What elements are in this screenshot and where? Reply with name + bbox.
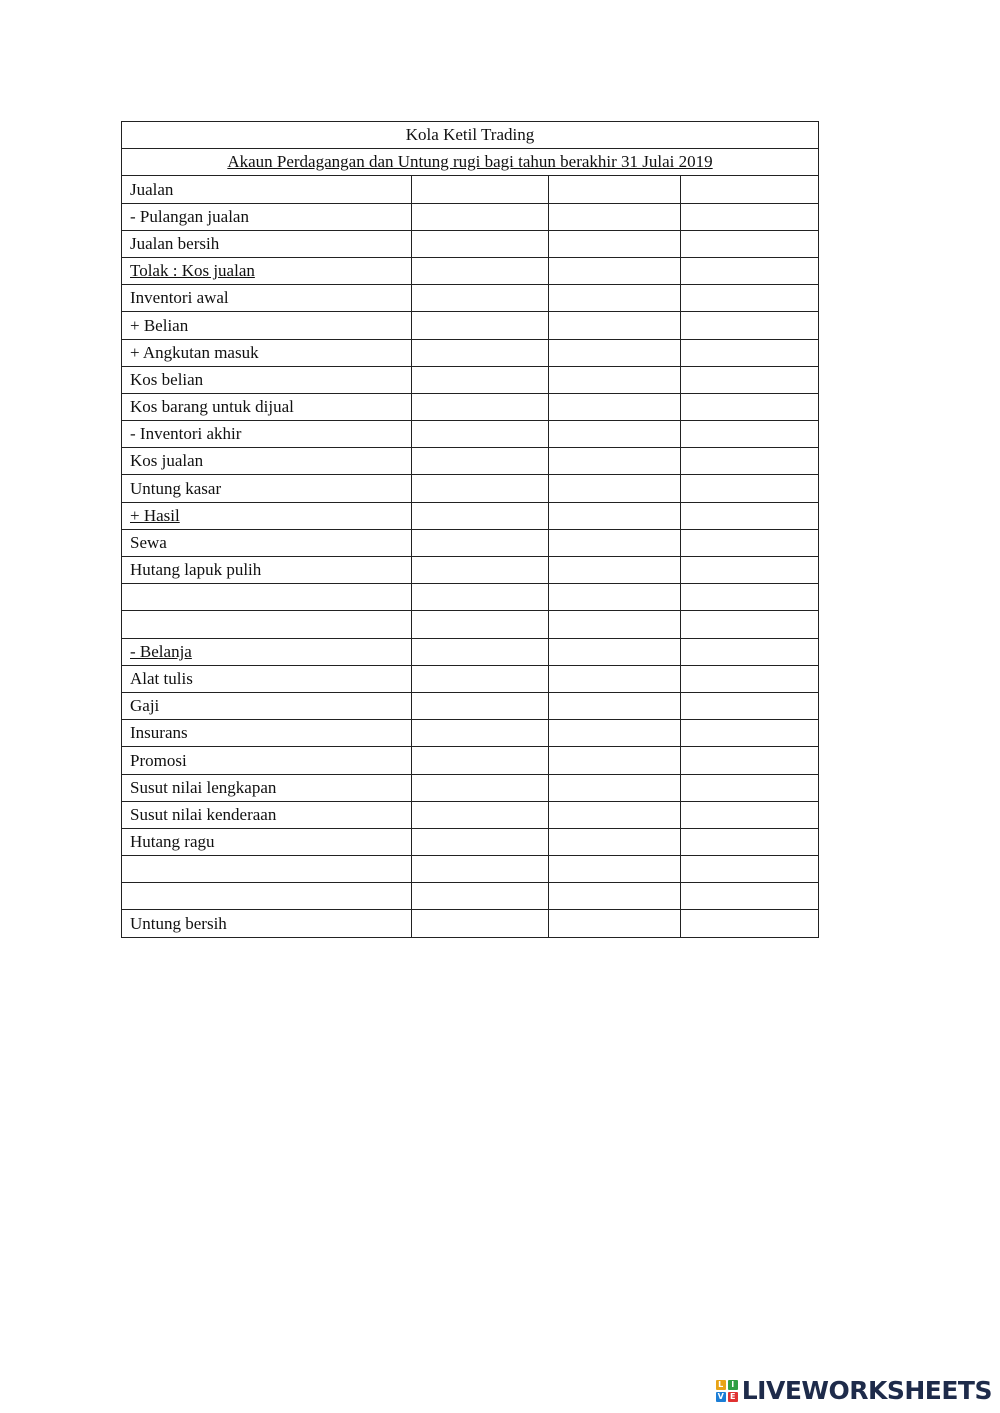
liveworksheets-logo-text: LIVEWORKSHEETS <box>741 1376 992 1405</box>
table-row <box>122 584 819 611</box>
amount-cell-1[interactable] <box>412 828 549 855</box>
amount-cell-1[interactable] <box>412 557 549 584</box>
amount-cell-1[interactable] <box>412 584 549 611</box>
amount-cell-2[interactable] <box>549 529 681 556</box>
table-row <box>122 883 819 910</box>
table-row <box>122 828 819 855</box>
amount-cell-2[interactable] <box>549 475 681 502</box>
amount-cell-2[interactable] <box>549 502 681 529</box>
table-row <box>122 366 819 393</box>
table-row <box>122 421 819 448</box>
amount-cell-2[interactable] <box>549 557 681 584</box>
trading-account-table <box>121 121 819 938</box>
table-row <box>122 285 819 312</box>
table-row <box>122 557 819 584</box>
row-label: - Belanja <box>130 641 192 661</box>
amount-cell-2[interactable] <box>549 393 681 420</box>
logo-tile: L <box>716 1380 726 1390</box>
amount-cell-3[interactable] <box>681 910 819 937</box>
table-row <box>122 638 819 665</box>
amount-cell-1[interactable] <box>412 203 549 230</box>
amount-cell-1[interactable] <box>412 393 549 420</box>
amount-cell-3[interactable] <box>681 339 819 366</box>
amount-cell-3[interactable] <box>681 475 819 502</box>
amount-cell-3[interactable] <box>681 502 819 529</box>
amount-cell-1[interactable] <box>412 747 549 774</box>
row-label: Tolak : Kos jualan <box>130 261 255 281</box>
row-label: - Pulangan jualan <box>122 203 412 230</box>
amount-cell-2[interactable] <box>549 774 681 801</box>
row-label: Kos jualan <box>122 448 412 475</box>
row-label-blank[interactable] <box>122 611 412 638</box>
amount-cell-1[interactable] <box>412 692 549 719</box>
amount-cell-3[interactable] <box>681 230 819 257</box>
amount-cell-3[interactable] <box>681 312 819 339</box>
amount-cell-1[interactable] <box>412 366 549 393</box>
amount-cell-1[interactable] <box>412 638 549 665</box>
logo-tile: I <box>728 1380 738 1390</box>
row-label: Inventori awal <box>122 285 412 312</box>
amount-cell-2[interactable] <box>549 801 681 828</box>
logo-tile: V <box>717 1391 724 1401</box>
amount-cell-1[interactable] <box>412 883 549 910</box>
table-header-title-row <box>122 122 819 149</box>
row-label: Susut nilai lengkapan <box>122 774 412 801</box>
amount-cell-1[interactable] <box>412 176 549 203</box>
amount-cell-1[interactable] <box>412 856 549 883</box>
row-label: Alat tulis <box>122 665 412 692</box>
amount-cell-1[interactable] <box>412 665 549 692</box>
amount-cell-2[interactable] <box>549 339 681 366</box>
row-label: + Angkutan masuk <box>122 339 412 366</box>
amount-cell-1[interactable] <box>412 720 549 747</box>
amount-cell-1[interactable] <box>412 529 549 556</box>
amount-cell-1[interactable] <box>412 801 549 828</box>
logo-tile: E <box>728 1392 738 1402</box>
row-label-blank[interactable] <box>122 856 412 883</box>
account-subtitle: Akaun Perdagangan dan Untung rugi bagi tahun berakhir 31 Julai 2019 <box>227 152 713 172</box>
row-label: + Belian <box>122 312 412 339</box>
table-row <box>122 176 819 203</box>
amount-cell-2[interactable] <box>549 257 681 284</box>
table-row <box>122 611 819 638</box>
table-row <box>122 910 819 937</box>
amount-cell-2[interactable] <box>549 828 681 855</box>
table-row <box>122 747 819 774</box>
business-name: Kola Ketil Trading <box>122 122 819 149</box>
row-label: + Hasil <box>130 505 180 525</box>
row-label: Kos barang untuk dijual <box>122 393 412 420</box>
table-row <box>122 257 819 284</box>
amount-cell-3[interactable] <box>681 720 819 747</box>
row-label: Jualan <box>122 176 412 203</box>
amount-cell-3[interactable] <box>681 774 819 801</box>
amount-cell-1[interactable] <box>412 502 549 529</box>
amount-cell-1[interactable] <box>412 230 549 257</box>
amount-cell-3[interactable] <box>681 665 819 692</box>
amount-cell-1[interactable] <box>412 285 549 312</box>
amount-cell-3[interactable] <box>681 257 819 284</box>
table-row <box>122 529 819 556</box>
row-label-blank[interactable] <box>122 883 412 910</box>
amount-cell-1[interactable] <box>412 910 549 937</box>
liveworksheets-logo <box>716 1376 992 1405</box>
amount-cell-1[interactable] <box>412 257 549 284</box>
amount-cell-1[interactable] <box>412 312 549 339</box>
amount-cell-1[interactable] <box>412 475 549 502</box>
table-row <box>122 692 819 719</box>
table-row <box>122 801 819 828</box>
amount-cell-3[interactable] <box>681 421 819 448</box>
table-row <box>122 665 819 692</box>
table-row <box>122 312 819 339</box>
amount-cell-3[interactable] <box>681 638 819 665</box>
amount-cell-2[interactable] <box>549 176 681 203</box>
amount-cell-2[interactable] <box>549 584 681 611</box>
amount-cell-3[interactable] <box>681 856 819 883</box>
amount-cell-3[interactable] <box>681 203 819 230</box>
row-label: Promosi <box>122 747 412 774</box>
row-label: Hutang lapuk pulih <box>122 557 412 584</box>
amount-cell-3[interactable] <box>681 801 819 828</box>
amount-cell-2[interactable] <box>549 665 681 692</box>
amount-cell-3[interactable] <box>681 747 819 774</box>
row-label: - Inventori akhir <box>122 421 412 448</box>
table-row <box>122 475 819 502</box>
amount-cell-2[interactable] <box>549 230 681 257</box>
row-label: Hutang ragu <box>122 828 412 855</box>
amount-cell-2[interactable] <box>549 448 681 475</box>
amount-cell-1[interactable] <box>412 339 549 366</box>
row-label: Untung bersih <box>122 910 412 937</box>
row-label: Susut nilai kenderaan <box>122 801 412 828</box>
table-header-subtitle-row <box>122 149 819 176</box>
amount-cell-3[interactable] <box>681 393 819 420</box>
row-label: Kos belian <box>122 366 412 393</box>
amount-cell-3[interactable] <box>681 529 819 556</box>
amount-cell-2[interactable] <box>549 720 681 747</box>
amount-cell-3[interactable] <box>681 611 819 638</box>
row-label: Jualan bersih <box>122 230 412 257</box>
amount-cell-2[interactable] <box>549 883 681 910</box>
table-row <box>122 720 819 747</box>
table-row <box>122 774 819 801</box>
amount-cell-3[interactable] <box>681 883 819 910</box>
amount-cell-2[interactable] <box>549 747 681 774</box>
amount-cell-1[interactable] <box>412 774 549 801</box>
amount-cell-2[interactable] <box>549 285 681 312</box>
amount-cell-3[interactable] <box>681 828 819 855</box>
amount-cell-3[interactable] <box>681 448 819 475</box>
amount-cell-3[interactable] <box>681 557 819 584</box>
amount-cell-1[interactable] <box>412 611 549 638</box>
amount-cell-1[interactable] <box>412 448 549 475</box>
amount-cell-3[interactable] <box>681 176 819 203</box>
table-row <box>122 230 819 257</box>
table-row <box>122 502 819 529</box>
liveworksheets-logo-icon <box>716 1380 738 1402</box>
amount-cell-3[interactable] <box>681 285 819 312</box>
amount-cell-2[interactable] <box>549 203 681 230</box>
amount-cell-3[interactable] <box>681 366 819 393</box>
table-row <box>122 393 819 420</box>
row-label: Gaji <box>122 692 412 719</box>
table-row <box>122 448 819 475</box>
amount-cell-2[interactable] <box>549 312 681 339</box>
amount-cell-2[interactable] <box>549 910 681 937</box>
row-label-blank[interactable] <box>122 584 412 611</box>
table-row <box>122 339 819 366</box>
amount-cell-2[interactable] <box>549 611 681 638</box>
amount-cell-2[interactable] <box>549 856 681 883</box>
table-row <box>122 856 819 883</box>
amount-cell-2[interactable] <box>549 421 681 448</box>
table-row <box>122 203 819 230</box>
row-label: Sewa <box>122 529 412 556</box>
worksheet <box>121 121 818 938</box>
row-label: Untung kasar <box>122 475 412 502</box>
amount-cell-2[interactable] <box>549 366 681 393</box>
amount-cell-3[interactable] <box>681 692 819 719</box>
row-label: Insurans <box>122 720 412 747</box>
amount-cell-1[interactable] <box>412 421 549 448</box>
amount-cell-3[interactable] <box>681 584 819 611</box>
amount-cell-2[interactable] <box>549 692 681 719</box>
amount-cell-2[interactable] <box>549 638 681 665</box>
